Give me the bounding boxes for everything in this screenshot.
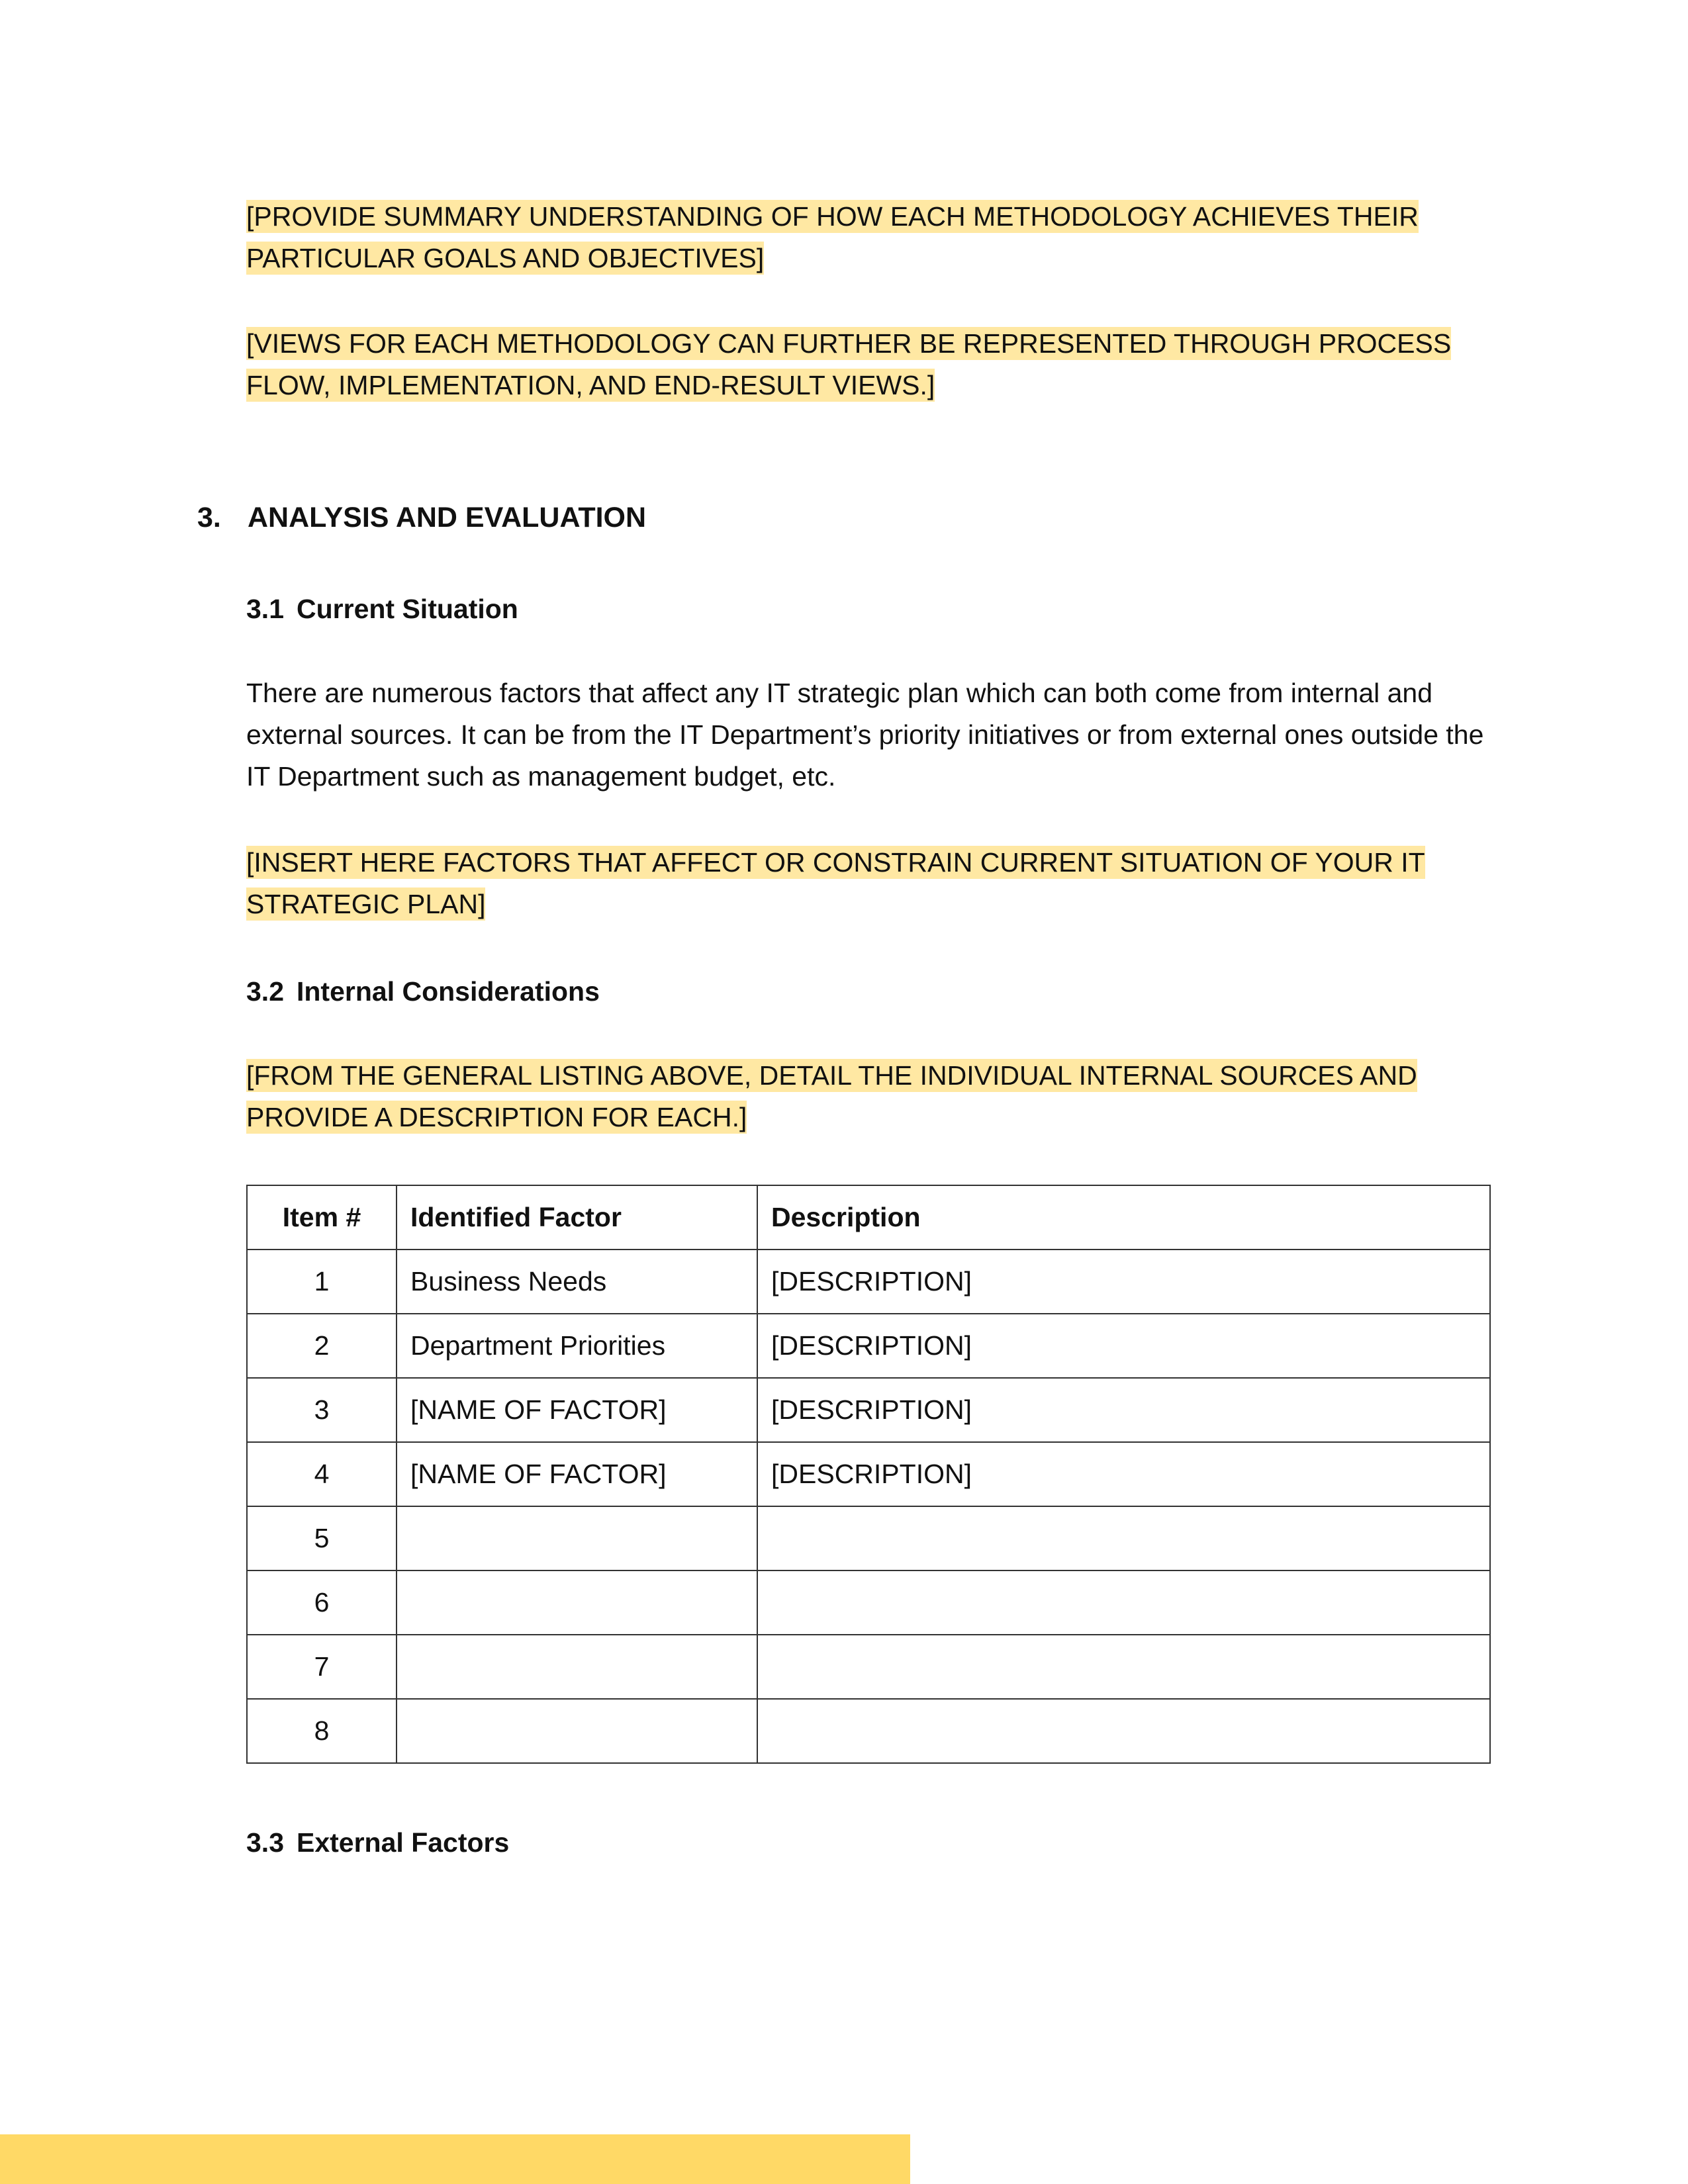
factor-cell: Department Priorities: [397, 1314, 757, 1378]
description-cell: [DESCRIPTION]: [757, 1442, 1490, 1506]
factor-cell: [397, 1506, 757, 1570]
views-placeholder-text: [VIEWS FOR EACH METHODOLOGY CAN FURTHER BE REPRESENTED THROUGH PROCESS FLOW, IMPLEMENTATION, AND END-RESULT VIEWS.]: [246, 328, 1452, 400]
summary-placeholder-text: [PROVIDE SUMMARY UNDERSTANDING OF HOW EACH METHODOLOGY ACHIEVES THEIR PARTICULAR GOALS AND OBJECTIVES]: [246, 201, 1419, 273]
factor-cell: [397, 1570, 757, 1635]
item-number-cell: 5: [247, 1506, 397, 1570]
table-row: [247, 1635, 1490, 1699]
section-heading: [197, 498, 646, 537]
description-cell: [757, 1506, 1490, 1570]
factors-placeholder-text: [INSERT HERE FACTORS THAT AFFECT OR CONSTRAIN CURRENT SITUATION OF YOUR IT STRATEGIC PLAN]: [246, 847, 1425, 919]
table-row: [247, 1378, 1490, 1442]
item-number-cell: 1: [247, 1250, 397, 1314]
description-cell: [DESCRIPTION]: [757, 1378, 1490, 1442]
column-header-factor: Identified Factor: [397, 1185, 757, 1250]
subsection-heading-internal-considerations: [246, 972, 600, 1011]
subsection-number: 3.3: [246, 1827, 284, 1858]
subsection-title: External Factors: [297, 1827, 510, 1858]
description-cell: [757, 1570, 1490, 1635]
footer-accent-bar: [0, 2134, 910, 2184]
subsection-heading-current-situation: [246, 589, 518, 629]
table-row: [247, 1250, 1490, 1314]
table-row: [247, 1442, 1490, 1506]
table-row: [247, 1699, 1490, 1763]
factor-cell: Business Needs: [397, 1250, 757, 1314]
description-cell: [DESCRIPTION]: [757, 1314, 1490, 1378]
item-number-cell: 4: [247, 1442, 397, 1506]
description-cell: [757, 1635, 1490, 1699]
subsection-title: Current Situation: [297, 594, 518, 624]
column-header-item: Item #: [247, 1185, 397, 1250]
item-number-cell: 3: [247, 1378, 397, 1442]
factor-cell: [NAME OF FACTOR]: [397, 1442, 757, 1506]
section-title: ANALYSIS AND EVALUATION: [248, 502, 647, 533]
factors-placeholder: [246, 842, 1491, 925]
table-row: [247, 1314, 1490, 1378]
factors-table: [246, 1185, 1491, 1764]
subsection-number: 3.2: [246, 976, 284, 1007]
factor-cell: [397, 1635, 757, 1699]
table-row: [247, 1506, 1490, 1570]
views-placeholder: [246, 323, 1491, 406]
subsection-number: 3.1: [246, 594, 284, 624]
description-cell: [DESCRIPTION]: [757, 1250, 1490, 1314]
subsection-heading-external-factors: [246, 1823, 509, 1862]
factor-cell: [397, 1699, 757, 1763]
internal-sources-placeholder-text: [FROM THE GENERAL LISTING ABOVE, DETAIL THE INDIVIDUAL INTERNAL SOURCES AND PROVIDE A DESCRIPTION FOR EACH.]: [246, 1060, 1417, 1132]
item-number-cell: 7: [247, 1635, 397, 1699]
table-header-row: [247, 1185, 1490, 1250]
item-number-cell: 2: [247, 1314, 397, 1378]
table-row: [247, 1570, 1490, 1635]
item-number-cell: 8: [247, 1699, 397, 1763]
current-situation-paragraph: There are numerous factors that affect any IT strategic plan which can both come from internal and external sources. It can be from the IT Department’s priority initiatives or from external ones outside the IT Department such as management budget, etc.: [246, 678, 1484, 792]
column-header-description: Description: [757, 1185, 1490, 1250]
description-cell: [757, 1699, 1490, 1763]
summary-placeholder: [246, 196, 1491, 279]
item-number-cell: 6: [247, 1570, 397, 1635]
section-number: 3.: [197, 502, 221, 533]
subsection-title: Internal Considerations: [297, 976, 600, 1007]
factor-cell: [NAME OF FACTOR]: [397, 1378, 757, 1442]
internal-sources-placeholder: [246, 1055, 1491, 1138]
